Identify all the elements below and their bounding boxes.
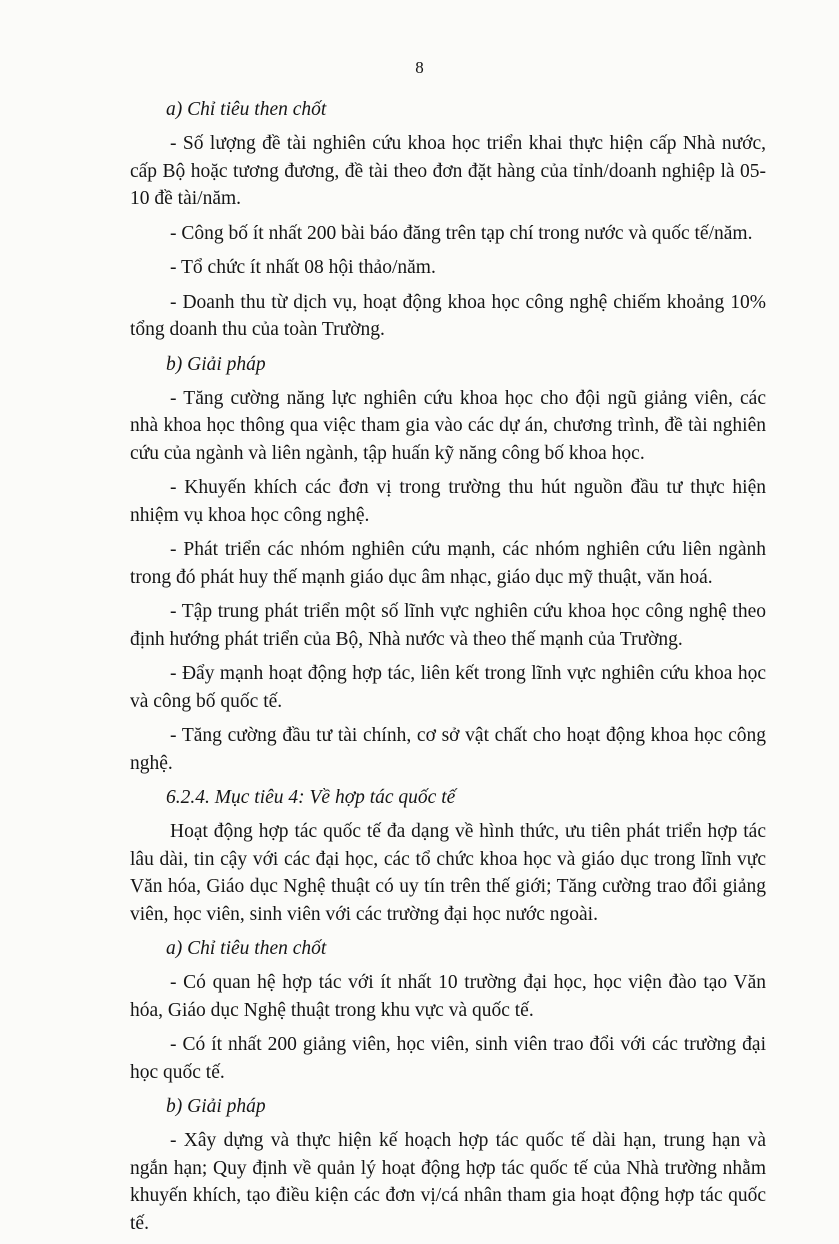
paragraph: - Đẩy mạnh hoạt động hợp tác, liên kết trong lĩnh vực nghiên cứu khoa học và công bố quốc tế. <box>130 663 766 712</box>
paragraph: - Tập trung phát triển một số lĩnh vực nghiên cứu khoa học công nghệ theo định hướng phát triển của Bộ, Nhà nước và theo thế mạnh của Trường. <box>130 601 766 650</box>
document-body <box>130 96 766 1244</box>
section-heading: a) Chỉ tiêu then chốt <box>166 938 327 959</box>
paragraph: Hoạt động hợp tác quốc tế đa dạng về hình thức, ưu tiên phát triển hợp tác lâu dài, tin cậy với các đại học, các tổ chức khoa học và giáo dục trong lĩnh vực Văn hóa, Giáo dục Nghệ thuật có uy tín trên thế giới; Tăng cường trao đổi giảng viên, học viên, sinh viên với các trường đại học nước ngoài. <box>130 821 766 925</box>
paragraph: - Khuyến khích các đơn vị trong trường thu hút nguồn đầu tư thực hiện nhiệm vụ khoa học công nghệ. <box>130 477 766 526</box>
section-heading: 6.2.4. Mục tiêu 4: Về hợp tác quốc tế <box>166 787 456 808</box>
paragraph: - Phát triển các nhóm nghiên cứu mạnh, các nhóm nghiên cứu liên ngành trong đó phát huy thế mạnh giáo dục âm nhạc, giáo dục mỹ thuật, văn hoá. <box>130 539 766 588</box>
paragraph: - Số lượng đề tài nghiên cứu khoa học triển khai thực hiện cấp Nhà nước, cấp Bộ hoặc tương đương, đề tài theo đơn đặt hàng của tỉnh/doanh nghiệp là 05-10 đề tài/năm. <box>130 133 766 209</box>
section-heading: b) Giải pháp <box>166 353 266 375</box>
paragraph: - Tăng cường năng lực nghiên cứu khoa học cho đội ngũ giảng viên, các nhà khoa học thông qua việc tham gia vào các dự án, chương trình, đề tài nghiên cứu của ngành và liên ngành, tập huấn kỹ năng công bố khoa học. <box>130 387 766 464</box>
paragraph: - Tăng cường đầu tư tài chính, cơ sở vật chất cho hoạt động khoa học công nghệ. <box>130 725 766 774</box>
paragraph: - Doanh thu từ dịch vụ, hoạt động khoa học công nghệ chiếm khoảng 10% tổng doanh thu của toàn Trường. <box>130 291 766 340</box>
section-heading: b) Giải pháp <box>166 1096 266 1117</box>
page-number: 8 <box>415 58 424 77</box>
paragraph: - Xây dựng và thực hiện kế hoạch hợp tác quốc tế dài hạn, trung hạn và ngắn hạn; Quy định về quản lý hoạt động hợp tác quốc tế của Nhà trường nhằm khuyến khích, tạo điều kiện các đơn vị/cá nhân tham gia hoạt động hợp tác quốc tế. <box>130 1130 766 1234</box>
section-heading: a) Chỉ tiêu then chốt <box>166 99 327 120</box>
paragraph: - Tổ chức ít nhất 08 hội thảo/năm. <box>170 257 436 278</box>
paragraph: - Công bố ít nhất 200 bài báo đăng trên tạp chí trong nước và quốc tế/năm. <box>170 222 753 244</box>
paragraph: - Có quan hệ hợp tác với ít nhất 10 trường đại học, học viện đào tạo Văn hóa, Giáo dục Nghệ thuật trong khu vực và quốc tế. <box>130 972 766 1021</box>
paragraph: - Có ít nhất 200 giảng viên, học viên, sinh viên trao đổi với các trường đại học quốc tế. <box>130 1034 766 1083</box>
